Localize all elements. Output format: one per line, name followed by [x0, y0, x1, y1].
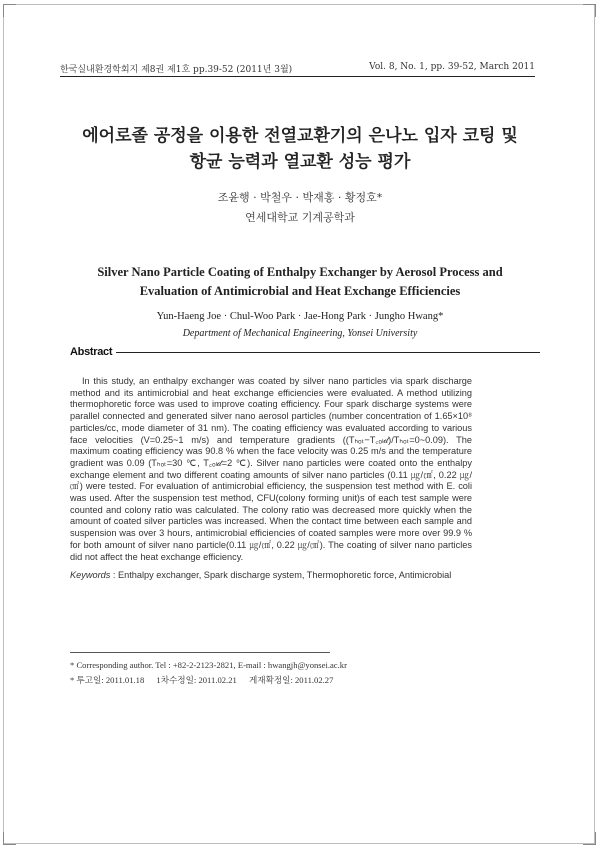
abstract-heading-label: Abstract — [70, 346, 113, 358]
revised-date: 1차수정일: 2011.02.21 — [156, 675, 237, 685]
korean-affiliation: 연세대학교 기계공학과 — [245, 211, 355, 224]
journal-citation-english: Vol. 8, No. 1, pp. 39-52, March 2011 — [369, 62, 535, 72]
running-header — [60, 62, 535, 75]
footnote-rule — [70, 652, 330, 653]
keywords-list: : Enthalpy exchanger, Spark discharge system, Thermophoretic force, Antimicrobial — [110, 570, 452, 580]
abstract-body: In this study, an enthalpy exchanger was coated by silver nano particles via spark discharge method and its antimicrobial and heat exchange efficiencies were evaluated. A method utilizing thermophoretic force was used to improve coating efficiency. Four spark discharge systems were parallel connected and generated silver nano aerosol particles (number concentration of 1.65×10⁸ particles/cc, mode diameter of 31 nm). The coating efficiency was evaluated according to various face velocities (V=0.25~1 m/s) and temperature gradients ((Tₕₒₜ−T꜀ₒₗ𝒹)/Tₕₒₜ=0~0.09). The maximum coating efficiency was 90.8 % when the face velocity was 0.25 m/s and the temperature gradient was 0.09 (Tₕₒₜ=30 ℃, T꜀ₒₗ𝒹=2 ℃). Silver nano particles were coated onto the enthalpy exchange element and two different coating amounts of silver nano particles (0.11 ㎍/㎠, 0.22 ㎍/㎠) were tested. For evaluation of antimicrobial efficiency, the suspension test method with E. coli was used. After the suspension test method, CFU(colony forming unit)s of each test sample were counted and colony ratio was calculated. The colony ratio was decreased more quickly when the amount of coated silver particles was increased. When the contact time between each sample and suspension was over 3 hours, antimicrobial efficiencies of coated samples were more over 99.9 % for both amount of silver nano particle(0.11 ㎍/㎠, 0.22 ㎍/㎠). The coating of silver nano particles did not affect the heat exchange efficiency. — [70, 376, 472, 562]
crop-mark-top-left — [3, 4, 16, 17]
crop-mark-top-right — [583, 4, 596, 17]
english-authors: Yun-Haeng Joe · Chul-Woo Park · Jae-Hong Park · Jungho Hwang* — [156, 311, 444, 322]
corresponding-author-note: * Corresponding author. Tel : +82-2-2123-2821, E-mail : hwangjh@yonsei.ac.kr — [70, 660, 347, 670]
korean-title-line-2: 항균 능력과 열교환 성능 평가 — [189, 152, 411, 172]
korean-authors: 조윤행 · 박철우 · 박재홍 · 황정호* — [217, 191, 383, 204]
english-title-line-1: Silver Nano Particle Coating of Enthalpy Exchanger by Aerosol Process and — [97, 265, 503, 279]
keywords — [70, 570, 500, 580]
crop-mark-bottom-right — [583, 832, 596, 845]
header-rule — [60, 76, 535, 77]
keywords-label: Keywords — [70, 570, 111, 580]
abstract-heading-rule — [116, 352, 540, 353]
korean-title-line-1: 에어로졸 공정을 이용한 전열교환기의 은나노 입자 코팅 및 — [82, 126, 518, 146]
journal-citation-korean: 한국실내환경학회지 제8권 제1호 pp.39-52 (2011년 3월) — [60, 65, 293, 75]
crop-mark-bottom-left — [3, 832, 16, 845]
korean-title — [40, 123, 560, 175]
english-title — [40, 263, 560, 301]
submission-dates-note — [70, 674, 500, 686]
english-affiliation: Department of Mechanical Engineering, Yonsei University — [182, 328, 418, 339]
abstract-heading — [70, 346, 540, 358]
english-title-line-2: Evaluation of Antimicrobial and Heat Exchange Efficiencies — [139, 284, 461, 298]
accepted-date: 게재확정일: 2011.02.27 — [248, 675, 334, 685]
submitted-date: * 투고일: 2011.01.18 — [70, 675, 145, 685]
